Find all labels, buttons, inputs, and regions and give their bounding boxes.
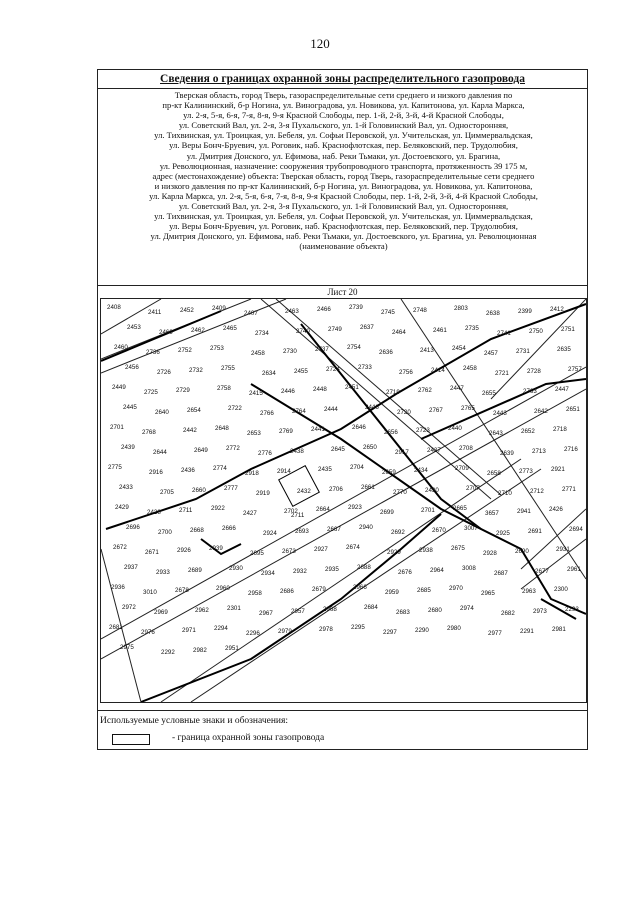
point-number-label: 2977 <box>488 630 502 637</box>
point-number-label: 2753 <box>210 345 224 352</box>
point-number-label: 2969 <box>154 609 168 616</box>
point-number-label: 2709 <box>455 465 469 472</box>
point-number-label: 2678 <box>175 587 189 594</box>
point-number-label: 2446 <box>281 388 295 395</box>
point-number-label: 2412 <box>550 306 564 313</box>
point-number-label: 2762 <box>418 387 432 394</box>
point-number-label: 2691 <box>528 528 542 535</box>
point-number-label: 2741 <box>497 330 511 337</box>
street-lines <box>101 299 586 702</box>
point-number-label: 2671 <box>145 549 159 556</box>
point-number-label: 2653 <box>247 430 261 437</box>
point-number-label: 2427 <box>243 510 257 517</box>
point-number-label: 2656 <box>384 429 398 436</box>
point-number-label: 2638 <box>486 310 500 317</box>
point-number-label: 2442 <box>183 427 197 434</box>
point-number-label: 2701 <box>110 424 124 431</box>
point-number-label: 2651 <box>566 406 580 413</box>
point-number-label: 2763 <box>523 388 537 395</box>
point-number-label: 2916 <box>149 469 163 476</box>
point-number-label: 2919 <box>256 490 270 497</box>
point-number-label: 2939 <box>209 545 223 552</box>
point-number-label: 2292 <box>161 649 175 656</box>
point-number-label: 2924 <box>263 530 277 537</box>
point-number-label: 2301 <box>227 605 241 612</box>
point-number-label: 2774 <box>213 465 227 472</box>
point-number-label: 2929 <box>387 549 401 556</box>
point-number-label: 2680 <box>428 607 442 614</box>
point-number-label: 2951 <box>225 645 239 652</box>
point-number-label: 2686 <box>280 588 294 595</box>
point-number-label: 2704 <box>350 464 364 471</box>
point-number-label: 2933 <box>156 569 170 576</box>
sheet-label: Лист 20 <box>98 285 587 297</box>
point-number-label: 2677 <box>535 568 549 575</box>
point-number-label: 2722 <box>228 405 242 412</box>
point-number-label: 2465 <box>223 325 237 332</box>
point-number-label: 2414 <box>431 367 445 374</box>
point-number-label: 2432 <box>297 488 311 495</box>
point-number-label: 2674 <box>346 544 360 551</box>
point-number-label: 2454 <box>452 345 466 352</box>
point-number-label: 2930 <box>229 565 243 572</box>
point-number-label: 2973 <box>533 608 547 615</box>
point-number-label: 2728 <box>527 368 541 375</box>
description-line: ул. Тихвинская, ул. Троицкая, ул. Бебеля, ул. Софьи Перовской, ул. Учительская, ул. Циммервальдская, <box>154 211 533 222</box>
point-number-label: 2293 <box>565 606 579 613</box>
point-number-label: 2453 <box>127 324 141 331</box>
point-number-label: 2975 <box>120 644 134 651</box>
point-number-label: 2443 <box>493 410 507 417</box>
point-number-label: 2725 <box>144 389 158 396</box>
object-number-label: 2711 <box>291 512 305 519</box>
point-number-label: 2958 <box>248 590 262 597</box>
point-number-label: 2461 <box>433 327 447 334</box>
point-number-label: 2670 <box>432 527 446 534</box>
point-number-label: 2936 <box>111 584 125 591</box>
point-number-label: 2957 <box>291 608 305 615</box>
point-number-label: 2966 <box>353 584 367 591</box>
point-number-label: 2772 <box>226 445 240 452</box>
point-number-label: 2444 <box>324 406 338 413</box>
legend-divider <box>98 710 587 711</box>
point-number-label: 2434 <box>414 467 428 474</box>
point-number-label: 2637 <box>360 324 374 331</box>
point-number-label: 2673 <box>282 548 296 555</box>
point-number-label: 2748 <box>413 307 427 314</box>
point-number-label: 2914 <box>277 468 291 475</box>
point-number-label: 2925 <box>496 530 510 537</box>
point-number-label: 2693 <box>295 528 309 535</box>
point-number-label: 2689 <box>188 567 202 574</box>
point-number-label: 2708 <box>459 445 473 452</box>
point-number-label: 2934 <box>261 570 275 577</box>
point-number-label: 2658 <box>487 470 501 477</box>
point-number-label: 2449 <box>112 384 126 391</box>
description-line: Тверская область, город Тверь, газораспределительные сети среднего и низкого давления по <box>174 90 513 100</box>
point-number-label: 2448 <box>313 386 327 393</box>
point-number-label: 2688 <box>357 564 371 571</box>
point-number-label: 2702 <box>284 508 298 515</box>
description-line: ул. Веры Бонч-Бруевич, ул. Роговик, наб. Краснофлотская, пер. Беляковский, пер. Трудолюбия, <box>169 221 518 232</box>
point-number-label: 2683 <box>396 609 410 616</box>
point-number-label: 2732 <box>189 367 203 374</box>
point-number-label: 2711 <box>179 507 193 514</box>
point-number-label: 2679 <box>312 586 326 593</box>
point-number-label: 2660 <box>192 487 206 494</box>
point-number-label: 2441 <box>311 426 325 433</box>
description-line: ул. Советский Вал, ул. 2-я, 3-я Пухальского, ул. 1-й Головинский Вал, ул. Односторонняя, <box>178 201 509 212</box>
point-number-label: 2730 <box>283 348 297 355</box>
point-number-label: 2755 <box>221 365 235 372</box>
document-title: Сведения о границах охранной зоны распределительного газопровода <box>98 70 587 89</box>
point-number-label: 2682 <box>501 610 515 617</box>
point-number-label: 2982 <box>193 647 207 654</box>
point-number-label: 2415 <box>249 390 263 397</box>
point-number-label: 2440 <box>448 425 462 432</box>
point-number-label: 2979 <box>278 628 292 635</box>
point-number-label: 2464 <box>392 329 406 336</box>
page-number: 120 <box>310 36 330 51</box>
point-number-label: 2803 <box>454 305 468 312</box>
point-number-label: 2672 <box>113 544 127 551</box>
point-number-label: 2433 <box>119 484 133 491</box>
point-number-label: 2458 <box>463 365 477 372</box>
point-number-label: 2463 <box>285 308 299 315</box>
point-number-label: 2967 <box>259 610 273 617</box>
point-number-label: 2721 <box>495 370 509 377</box>
point-number-label: 2739 <box>349 304 363 311</box>
description-line: ул. Революционная, назначение: сооружения трубопроводного транспорта, протяженность 39 175 м, <box>159 160 528 171</box>
point-number-label: 2968 <box>323 606 337 613</box>
point-number-label: 2922 <box>211 505 225 512</box>
description-line: ул. 2-я, 5-я, 6-я, 7-я, 8-я, 9-я Красной Слободы, пер. 1-й, 2-й, 3-й, 4-й Красной Слободы, <box>183 110 504 121</box>
point-number-label: 2652 <box>521 428 535 435</box>
point-number-label: 2921 <box>551 466 565 473</box>
point-number-label: 3657 <box>485 510 499 517</box>
point-number-label: 2294 <box>214 625 228 632</box>
object-description <box>102 90 585 252</box>
point-number-label: 2635 <box>557 346 571 353</box>
point-number-label: 2646 <box>352 424 366 431</box>
point-number-label: 2756 <box>399 369 413 376</box>
point-number-label: 2667 <box>327 526 341 533</box>
point-number-label: 2938 <box>419 547 433 554</box>
point-number-label: 2719 <box>386 389 400 396</box>
point-number-label: 2290 <box>415 627 429 634</box>
point-number-label: 2428 <box>147 509 161 516</box>
point-number-label: 2675 <box>451 545 465 552</box>
point-number-label: 2767 <box>429 407 443 414</box>
point-number-label: 2927 <box>314 546 328 553</box>
point-number-label: 2456 <box>125 364 139 371</box>
point-number-label: 2935 <box>325 566 339 573</box>
point-number-label: 2752 <box>178 347 192 354</box>
point-number-label: 2962 <box>195 607 209 614</box>
point-number-label: 2980 <box>447 625 461 632</box>
point-number-label: 2296 <box>246 630 260 637</box>
description-line: ул. Дмитрия Донского, ул. Ефимова, наб. Реки Тьмаки, ул. Достоевского, ул. Брагина, ул. Революционная <box>150 231 537 242</box>
point-number-label: 2297 <box>383 629 397 636</box>
point-number-label: 2733 <box>358 364 372 371</box>
description-line: адрес (местонахождение) объекта: Тверская область, город Тверь, газораспределительные сети среднего <box>152 170 535 181</box>
point-number-label: 2458 <box>251 350 265 357</box>
point-number-label: 2764 <box>292 408 306 415</box>
point-number-label: 2636 <box>379 349 393 356</box>
point-number-label: 2687 <box>494 570 508 577</box>
point-number-label: 2645 <box>331 446 345 453</box>
point-number-label: 2777 <box>224 485 238 492</box>
point-number-label: 3007 <box>464 525 478 532</box>
point-number-label: 2736 <box>146 349 160 356</box>
point-number-label: 2460 <box>114 344 128 351</box>
point-number-label: 2971 <box>182 627 196 634</box>
point-number-label: 2729 <box>176 387 190 394</box>
legend-title: Используемые условные знаки и обозначения: <box>100 716 289 726</box>
point-number-label: 2773 <box>519 468 533 475</box>
point-number-label: 2644 <box>153 449 167 456</box>
point-number-label: 2447 <box>450 385 464 392</box>
point-number-label: 2438 <box>290 448 304 455</box>
description-line: ул. Карла Маркса, ул. 2-я, 5-я, 6-я, 7-я, 8-я, 9-я Красной Слободы, пер. 1-й, 2-й, 3-й, 4-й Красной Слободы, <box>149 190 538 201</box>
point-number-label: 3010 <box>143 589 157 596</box>
point-number-label: 2654 <box>187 407 201 414</box>
point-number-label: 2706 <box>329 486 343 493</box>
point-number-label: 2640 <box>155 409 169 416</box>
point-number-label: 2659 <box>382 469 396 476</box>
point-number-label: 2435 <box>318 466 332 473</box>
point-number-label: 2932 <box>293 568 307 575</box>
point-number-label: 2731 <box>516 348 530 355</box>
point-number-label: 2751 <box>561 326 575 333</box>
point-number-label: 2429 <box>115 504 129 511</box>
point-number-label: 2775 <box>108 464 122 471</box>
point-number-label: 2981 <box>552 626 566 633</box>
point-number-label: 2455 <box>294 368 308 375</box>
point-number-label: 2676 <box>398 569 412 576</box>
point-number-label: 2413 <box>420 347 434 354</box>
point-number-label: 2699 <box>380 509 394 516</box>
point-number-label: 2974 <box>460 605 474 612</box>
point-number-label: 2700 <box>158 529 172 536</box>
point-number-label: 2684 <box>364 604 378 611</box>
point-number-label: 2446 <box>365 404 379 411</box>
point-number-label: 2655 <box>482 390 496 397</box>
point-number-label: 2291 <box>520 628 534 635</box>
point-number-label: 2964 <box>430 567 444 574</box>
point-number-label: 2765 <box>461 405 475 412</box>
point-number-label: 2300 <box>554 586 568 593</box>
point-number-label: 2926 <box>177 547 191 554</box>
point-number-label: 2710 <box>498 490 512 497</box>
point-number-label: 2685 <box>417 587 431 594</box>
point-number-label: 2749 <box>328 326 342 333</box>
point-number-label: 2694 <box>569 526 583 533</box>
point-number-label: 2713 <box>532 448 546 455</box>
point-number-label: 2740 <box>296 328 310 335</box>
description-line: пр-кт Калининский, б-р Ногина, ул. Виноградова, ул. Новикова, ул. Капитонова, ул. Карла Маркса, <box>162 100 525 111</box>
point-number-label: 2642 <box>534 408 548 415</box>
point-number-label: 2963 <box>522 588 536 595</box>
point-number-label: 2768 <box>142 429 156 436</box>
point-number-label: 2961 <box>567 566 581 573</box>
point-number-label: 2770 <box>393 489 407 496</box>
point-number-label: 2941 <box>517 508 531 515</box>
point-number-label: 2408 <box>107 304 121 311</box>
point-number-label: 2769 <box>279 428 293 435</box>
point-number-label: 2666 <box>222 525 236 532</box>
point-number-label: 2439 <box>121 444 135 451</box>
point-number-label: 2766 <box>260 410 274 417</box>
point-number-label: 2923 <box>348 504 362 511</box>
description-line: ул. Дмитрия Донского, ул. Ефимова, наб. Реки Тьмаки, ул. Достоевского, ул. Брагина, <box>186 150 501 161</box>
point-number-label: 2426 <box>549 506 563 513</box>
map-labels <box>107 304 583 656</box>
point-number-label: 2665 <box>453 505 467 512</box>
map-drawing <box>101 299 586 702</box>
point-number-label: 2690 <box>515 548 529 555</box>
point-number-label: 2940 <box>359 524 373 531</box>
point-number-label: 2469 <box>159 329 173 336</box>
point-number-label: 3008 <box>462 565 476 572</box>
point-number-label: 2726 <box>157 369 171 376</box>
point-number-label: 2754 <box>347 344 361 351</box>
point-number-label: 2447 <box>555 386 569 393</box>
description-line: ул. Тихвинская, ул. Троицкая, ул. Бебеля, ул. Софьи Перовской, ул. Учительская, ул. Циммервальдская, <box>154 130 533 141</box>
point-number-label: 2650 <box>363 444 377 451</box>
point-number-label: 2639 <box>500 450 514 457</box>
point-number-label: 2643 <box>489 430 503 437</box>
point-number-label: 2411 <box>148 309 162 316</box>
legend-item-label: - граница охранной зоны газопровода <box>172 733 325 743</box>
point-number-label: 2648 <box>215 425 229 432</box>
site-plan-map <box>100 298 587 703</box>
point-number-label: 2960 <box>216 585 230 592</box>
point-number-label: 2445 <box>123 404 137 411</box>
point-number-label: 2723 <box>416 427 430 434</box>
point-number-label: 2407 <box>244 310 258 317</box>
point-number-label: 2436 <box>181 467 195 474</box>
point-number-label: 2712 <box>530 488 544 495</box>
point-number-label: 2696 <box>126 524 140 531</box>
point-number-label: 2757 <box>568 366 582 373</box>
point-number-label: 2462 <box>191 327 205 334</box>
point-number-label: 2437 <box>427 447 441 454</box>
point-number-label: 2451 <box>345 384 359 391</box>
point-number-label: 2430 <box>425 487 439 494</box>
point-number-label: 2466 <box>317 306 331 313</box>
point-number-label: 2758 <box>217 385 231 392</box>
point-number-label: 2750 <box>529 328 543 335</box>
point-number-label: 2745 <box>381 309 395 316</box>
description-line: (наименование объекта) <box>299 241 388 252</box>
point-number-label: 2970 <box>449 585 463 592</box>
point-number-label: 2701 <box>421 507 435 514</box>
point-number-label: 2720 <box>397 409 411 416</box>
point-number-label: 2917 <box>395 449 409 456</box>
point-number-label: 2695 <box>250 550 264 557</box>
point-number-label: 2937 <box>124 564 138 571</box>
point-number-label: 2681 <box>109 624 123 631</box>
point-number-label: 2661 <box>361 484 375 491</box>
point-number-label: 2734 <box>255 330 269 337</box>
point-number-label: 2399 <box>518 308 532 315</box>
document-frame <box>97 69 588 750</box>
point-number-label: 2918 <box>245 470 259 477</box>
point-number-label: 2776 <box>258 450 272 457</box>
point-number-label: 2705 <box>160 489 174 496</box>
point-number-label: 2295 <box>351 624 365 631</box>
point-number-label: 2965 <box>481 590 495 597</box>
point-number-label: 2972 <box>122 604 136 611</box>
point-number-label: 2692 <box>391 529 405 536</box>
point-number-label: 2718 <box>553 426 567 433</box>
point-number-label: 2649 <box>194 447 208 454</box>
description-line: и низкого давления по пр-кт Калининский, б-р Ногина, ул. Виноградова, ул. Новикова, ул. Капитонова, <box>154 180 533 191</box>
point-number-label: 2737 <box>315 346 329 353</box>
point-number-label: 2707 <box>466 485 480 492</box>
point-number-label: 2735 <box>465 325 479 332</box>
point-number-label: 2978 <box>319 626 333 633</box>
description-line: ул. Веры Бонч-Бруевич, ул. Роговик, наб. Краснофлотская, пер. Беляковский, пер. Трудолюбия, <box>169 140 518 151</box>
point-number-label: 2409 <box>212 305 226 312</box>
point-number-label: 2724 <box>326 366 340 373</box>
point-number-label: 2931 <box>556 546 570 553</box>
point-number-label: 2452 <box>180 307 194 314</box>
point-number-label: 2668 <box>190 527 204 534</box>
point-number-label: 2959 <box>385 589 399 596</box>
point-number-label: 2771 <box>562 486 576 493</box>
point-number-label: 2976 <box>141 629 155 636</box>
protection-zone-swatch <box>112 734 150 745</box>
point-number-label: 2928 <box>483 550 497 557</box>
point-number-label: 2457 <box>484 350 498 357</box>
point-number-label: 2664 <box>316 506 330 513</box>
description-line: ул. Советский Вал, ул. 2-я, 3-я Пухальского, ул. 1-й Головинский Вал, ул. Односторонняя, <box>178 120 509 131</box>
point-number-label: 2716 <box>564 446 578 453</box>
point-number-label: 2634 <box>262 370 276 377</box>
